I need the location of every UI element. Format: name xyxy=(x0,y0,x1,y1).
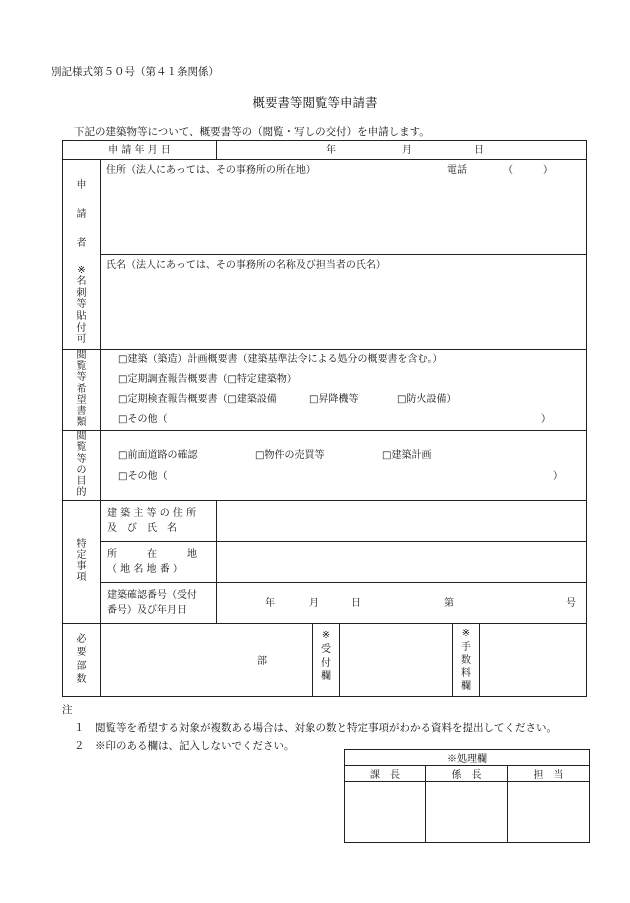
name-label: 氏名（法人にあっては、その事務所の名称及び担当者の氏名） xyxy=(106,260,386,271)
processing-stamp-subsection-chief xyxy=(426,782,508,843)
fee-label xyxy=(453,624,480,697)
copies-label-text: 必要部数 xyxy=(76,633,87,686)
applicant-label-text: 申請者 xyxy=(76,179,87,249)
processing-col-subsection-chief: 係 長 xyxy=(426,766,508,782)
owner-field[interactable] xyxy=(217,501,587,542)
application-date-label xyxy=(63,141,217,160)
applicant-label-char-1 xyxy=(63,171,100,258)
specific-label-text: 特定事項 xyxy=(76,538,87,584)
purpose-option-other-close: ） xyxy=(553,471,563,483)
copies-field[interactable] xyxy=(101,624,313,697)
date-day-label: 日 xyxy=(474,145,484,156)
purpose-option-road[interactable]: □前面道路の確認 xyxy=(118,450,198,462)
confirmation-gou-label: 号 xyxy=(566,598,576,610)
copies-label xyxy=(63,624,101,697)
confirmation-label xyxy=(101,583,217,624)
confirmation-day-label: 日 xyxy=(351,598,361,610)
document-title: 概要書等閲覧等申請書 xyxy=(252,95,378,110)
processing-col-section-chief: 課 長 xyxy=(345,766,426,782)
receipt-label xyxy=(313,624,340,697)
documents-options xyxy=(101,350,587,431)
fee-field xyxy=(480,624,587,697)
notes-section xyxy=(62,702,557,756)
location-label xyxy=(101,542,217,583)
address-field[interactable] xyxy=(101,160,587,255)
date-year-label: 年 xyxy=(326,145,336,156)
document-option-periodic-inspection[interactable]: □定期検査報告概要書（□建築設備 xyxy=(118,394,277,405)
fee-label-text: 手数料欄 xyxy=(461,642,471,693)
document-option-other[interactable]: □その他（ xyxy=(118,414,168,425)
owner-label-line2: 及 び 氏 名 xyxy=(107,523,177,535)
name-field[interactable] xyxy=(101,255,587,350)
purpose-label-text: 閲覧等の目的 xyxy=(76,431,87,499)
document-option-plan-summary[interactable]: □建築（築造）計画概要書（建築基準法令による処分の概要書を含む。） xyxy=(118,354,443,365)
documents-label xyxy=(63,350,101,431)
form-number: 別記様式第５０号（第４１条関係） xyxy=(51,66,219,78)
applicant-label xyxy=(63,160,101,350)
purpose-options xyxy=(101,431,587,501)
document-option-periodic-survey[interactable]: □定期調査報告概要書（□特定建築物） xyxy=(118,374,297,385)
processing-title: ※処理欄 xyxy=(345,750,590,766)
purpose-option-building-plan[interactable]: □建築計画 xyxy=(382,450,432,462)
confirmation-dai-label: 第 xyxy=(444,598,454,610)
document-option-fire-equipment[interactable]: □防火設備） xyxy=(397,394,457,405)
confirmation-year-label: 年 xyxy=(265,598,275,610)
confirmation-label-line2: 番号）及び年月日 xyxy=(107,605,187,617)
location-label-line1: 所 在 地 xyxy=(107,549,197,561)
application-date-label-text: 申 請 年 月 日 xyxy=(108,144,171,156)
application-form-table xyxy=(62,140,587,697)
confirmation-label-line1: 建築確認番号（受付 xyxy=(107,590,197,602)
receipt-field xyxy=(340,624,453,697)
receipt-label-text: 受付欄 xyxy=(321,644,331,683)
purpose-option-sale[interactable]: □物件の売買等 xyxy=(255,450,325,462)
receipt-mark: ※ xyxy=(321,630,331,642)
owner-label-line1: 建 築 主 等 の 住 所 xyxy=(107,508,197,520)
note-2: ２ ※印のある欄は、記入しないでください。 xyxy=(74,739,295,752)
processing-table xyxy=(344,749,590,843)
document-option-elevator[interactable]: □昇降機等 xyxy=(309,394,359,405)
phone-label: 電話 xyxy=(447,165,467,176)
documents-label-text: 閲覧等希望書類 xyxy=(76,350,87,429)
processing-stamp-section-chief xyxy=(345,782,426,843)
note-1: １ 閲覧等を希望する対象が複数ある場合は、対象の数と特定事項がわかる資料を提出してください。 xyxy=(74,721,557,734)
specific-label xyxy=(63,501,101,624)
intro-text: 下記の建築物等について、概要書等の（閲覧・写しの交付）を申請します。 xyxy=(74,126,430,138)
fee-mark: ※ xyxy=(461,628,471,640)
applicant-note-mark: ※ xyxy=(77,264,86,276)
owner-label xyxy=(101,501,217,542)
copies-unit: 部 xyxy=(257,656,267,668)
application-date-field[interactable] xyxy=(217,141,587,160)
date-month-label: 月 xyxy=(402,145,412,156)
applicant-note-text: 名刺等貼付可 xyxy=(76,275,87,346)
notes-heading: 注 xyxy=(62,704,73,716)
processing-stamp-staff xyxy=(508,782,590,843)
location-label-line2: （ 地 名 地 番 ） xyxy=(107,564,183,576)
document-option-other-close: ） xyxy=(541,414,551,425)
confirmation-field[interactable] xyxy=(217,583,587,624)
address-label: 住所（法人にあっては、その事務所の所在地） xyxy=(106,165,316,176)
processing-col-staff: 担 当 xyxy=(508,766,590,782)
confirmation-month-label: 月 xyxy=(309,598,319,610)
purpose-option-other[interactable]: □その他（ xyxy=(118,471,168,483)
location-field[interactable] xyxy=(217,542,587,583)
phone-parens: （ ） xyxy=(503,165,553,176)
purpose-label xyxy=(63,431,101,501)
